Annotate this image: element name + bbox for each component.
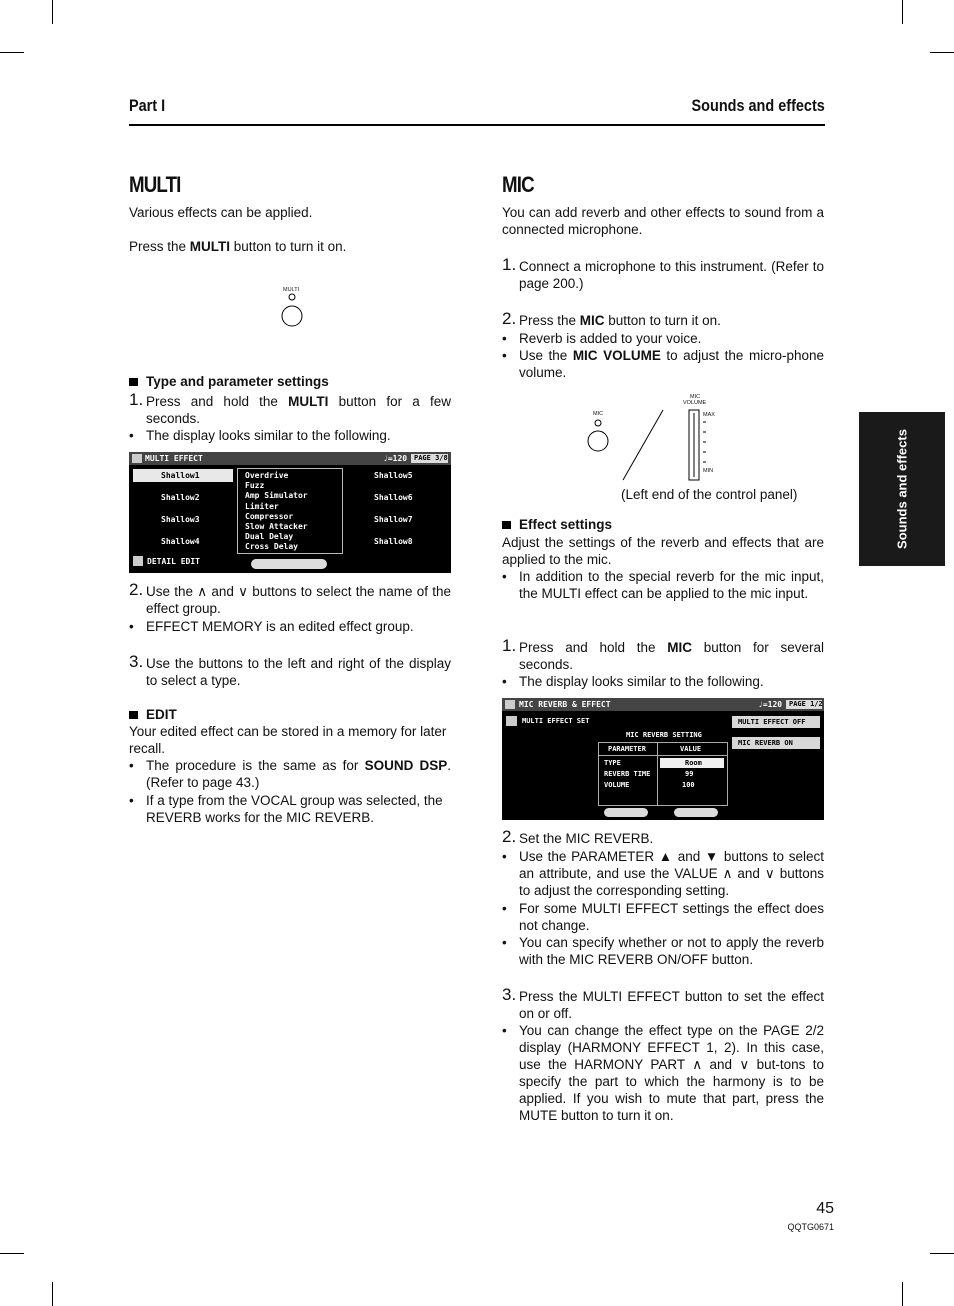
effect-item[interactable]: Shallow2 (161, 493, 200, 502)
text: button to turn it on. (230, 239, 347, 254)
text: button for a few seconds. (146, 394, 452, 426)
text-bold: MIC VOLUME (572, 348, 661, 363)
text: The procedure is the same as for (146, 758, 365, 773)
multi-step-2 (129, 580, 451, 617)
display-title: MIC REVERB & EFFECT (519, 700, 611, 709)
text-bold: MULTI (288, 394, 329, 409)
scroll-button[interactable] (251, 559, 327, 569)
crop-mark (902, 0, 903, 24)
mic-bullet-8: • You can change the effect type on the PAGE 2/2 display (HARMONY EFFECT 1, 2). In this case, use the HARMONY PART ∧ and ∨ but-tons to specify the part to which the harmony is to be applied. If you wish to mute that part, press the MUTE button to turn it on. (502, 1022, 824, 1124)
effect-item[interactable]: Shallow3 (161, 515, 200, 524)
multi-bullet-4: • If a type from the VOCAL group was selected, the REVERB works for the MIC REVERB. (129, 792, 451, 826)
mic-panel-diagram (585, 405, 710, 485)
edit-text: Your edited effect can be stored in a memory for later recall. (129, 724, 447, 756)
mic-intro: You can add reverb and other effects to sound from a connected microphone. (502, 205, 824, 237)
step-number: 3. (129, 652, 144, 671)
text: button to turn it on. (604, 313, 721, 328)
mic-bullet-1: • Reverb is added to your voice. (502, 330, 824, 347)
mic-sub-effect: Effect settings (502, 516, 612, 533)
display-tempo: ♩=120 (383, 454, 408, 463)
crop-mark (930, 1253, 954, 1254)
step-number: 2. (502, 827, 517, 846)
text-bold: SOUND DSP (364, 758, 448, 773)
mic-step-3 (502, 636, 824, 673)
effect-item[interactable]: Shallow5 (374, 471, 413, 480)
display-tempo: ♩=120 (758, 700, 783, 709)
parameter-scroll-button[interactable] (604, 808, 648, 817)
group-item[interactable]: Limiter (245, 501, 279, 511)
header-parameter: PARAMETER (608, 745, 646, 753)
text: . (Refer to page 43.) (146, 758, 451, 790)
multi-button-diagram (278, 290, 308, 330)
text: Press the (519, 313, 580, 328)
multi-effect-set-label: MULTI EFFECT SET (522, 717, 590, 725)
panel-edge-line (623, 410, 663, 480)
group-item[interactable]: Dual Delay (245, 532, 294, 542)
text-bold: MIC (579, 313, 605, 328)
multi-button-shape (282, 306, 302, 326)
mic-button-shape (588, 431, 608, 451)
display-icon (132, 454, 142, 463)
group-item[interactable]: Overdrive (245, 471, 289, 480)
mic-reverb-display (502, 698, 824, 820)
multi-intro: Various effects can be applied. (129, 205, 313, 220)
text-bold: MIC (667, 640, 692, 655)
crop-mark (902, 1282, 903, 1306)
led-indicator (289, 294, 295, 300)
group-item[interactable]: Cross Delay (245, 542, 298, 552)
detail-edit-button[interactable]: DETAIL EDIT (147, 557, 200, 566)
multi-step-1 (129, 390, 452, 427)
crop-mark (52, 0, 53, 24)
text: Use the ∧ and ∨ buttons to select the name of the effect group. (146, 584, 451, 616)
mic-bullet-7: • You can specify whether or not to apply the reverb with the MIC REVERB ON/OFF button. (502, 934, 824, 968)
mic-step-2 (502, 309, 824, 329)
header-part: Part I (129, 96, 166, 115)
mic-volume-label-top: MIC (690, 394, 701, 400)
slider-ticks (703, 422, 706, 462)
text: Press and hold the (146, 394, 289, 409)
param-type[interactable]: TYPE (604, 759, 621, 767)
effect-item[interactable]: Shallow1 (161, 471, 200, 480)
text: button for several seconds. (519, 640, 824, 672)
text: Press the MULTI EFFECT button to set the effect on or off. (519, 989, 824, 1021)
value-volume[interactable]: 100 (682, 781, 695, 789)
mic-volume-label-bottom: VOLUME (683, 400, 707, 406)
crop-mark (52, 1282, 53, 1306)
side-tab-label: Sounds and effects (894, 429, 910, 549)
mic-button-label: MIC (593, 411, 604, 417)
text: to adjust the micro-phone volume. (519, 348, 824, 380)
mic-bullet-6: • For some MULTI EFFECT settings the effect does not change. (502, 900, 824, 934)
crop-mark (0, 52, 24, 53)
header-rule (129, 124, 825, 126)
effect-item[interactable]: Shallow7 (374, 515, 413, 524)
step-number: 1. (129, 390, 144, 409)
slider-min-label: MIN (703, 468, 714, 474)
panel-caption: (Left end of the control panel) (621, 487, 798, 502)
setting-title: MIC REVERB SETTING (626, 731, 702, 739)
text: Connect a microphone to this instrument. (Refer to page 200.) (519, 259, 824, 291)
crop-mark (0, 1253, 24, 1254)
header-value: VALUE (680, 745, 702, 753)
step-number: 2. (129, 580, 144, 599)
text: Use the buttons to the left and right of the display to select a type. (146, 656, 451, 688)
multi-sub-edit: EDIT (129, 706, 177, 723)
effect-item[interactable]: Shallow4 (161, 537, 200, 546)
doc-code: QQTG0671 (787, 1222, 834, 1232)
multi-button-label: MULTI (283, 287, 300, 293)
multi-bullet-3 (129, 757, 451, 791)
mic-bullet-2 (502, 347, 824, 381)
step-number: 2. (502, 309, 517, 328)
detail-edit-icon (133, 556, 143, 566)
mic-step-1 (502, 255, 824, 292)
effect-item[interactable]: Shallow6 (374, 493, 413, 502)
mic-reverb-toggle-label: MIC REVERB ON (738, 739, 793, 747)
value-type[interactable]: Room (685, 759, 702, 767)
slider-max-label: MAX (703, 412, 715, 418)
table-divider (657, 742, 658, 805)
crop-mark (930, 52, 954, 53)
effect-settings-text: Adjust the settings of the reverb and effects that are applied to the mic. (502, 535, 824, 567)
multi-effect-toggle-label: MULTI EFFECT OFF (738, 718, 806, 726)
text: Use the (519, 348, 573, 363)
text: Press the (129, 239, 190, 254)
display-page: PAGE 1/2 (789, 700, 823, 708)
side-tab (859, 412, 945, 566)
led-indicator (595, 420, 601, 426)
step-number: 1. (502, 636, 517, 655)
text: Set the MIC REVERB. (519, 831, 654, 846)
multi-effect-display (129, 452, 451, 573)
step-number: 1. (502, 255, 517, 274)
display-icon (505, 700, 515, 709)
param-reverb-time[interactable]: REVERB TIME (604, 770, 651, 778)
multi-sub-type: Type and parameter settings (129, 373, 329, 390)
mic-step-4 (502, 827, 824, 847)
group-item[interactable]: Compressor (245, 511, 294, 521)
group-list (245, 471, 308, 553)
text-bold: MULTI (189, 239, 231, 254)
step-number: 3. (502, 985, 517, 1004)
mic-bullet-5: • Use the PARAMETER ▲ and ▼ buttons to select an attribute, and use the VALUE ∧ and ∨ buttons to adjust the corresponding setting. (502, 848, 824, 899)
value-reverb-time[interactable]: 99 (685, 770, 694, 778)
table-header-line (598, 755, 727, 756)
mic-bullet-4: • The display looks similar to the following. (502, 673, 824, 690)
multi-step-3 (129, 652, 451, 689)
group-item[interactable]: Amp Simulator (245, 491, 308, 501)
mic-bullet-3: • In addition to the special reverb for the mic input, the MULTI effect can be applied to the mic input. (502, 568, 824, 602)
display-page: PAGE 3/8 (414, 454, 448, 462)
group-item[interactable]: Slow Attacker (245, 522, 308, 532)
multi-bullet-2: • EFFECT MEMORY is an edited effect group. (129, 618, 451, 635)
page-number: 45 (816, 1200, 834, 1217)
mic-step-5 (502, 985, 824, 1022)
param-volume[interactable]: VOLUME (604, 781, 630, 789)
multi-press (129, 238, 451, 255)
effect-item[interactable]: Shallow8 (374, 537, 413, 546)
group-item[interactable]: Fuzz (245, 481, 265, 491)
value-scroll-button[interactable] (674, 808, 718, 817)
multi-bullet-1: • The display looks similar to the following. (129, 427, 451, 444)
display-title: MULTI EFFECT (145, 454, 203, 463)
text: Press and hold the (519, 640, 668, 655)
sub-icon (506, 716, 517, 726)
multi-title: MULTI (129, 172, 181, 197)
header-section: Sounds and effects (691, 96, 825, 115)
mic-title: MIC (502, 172, 534, 197)
